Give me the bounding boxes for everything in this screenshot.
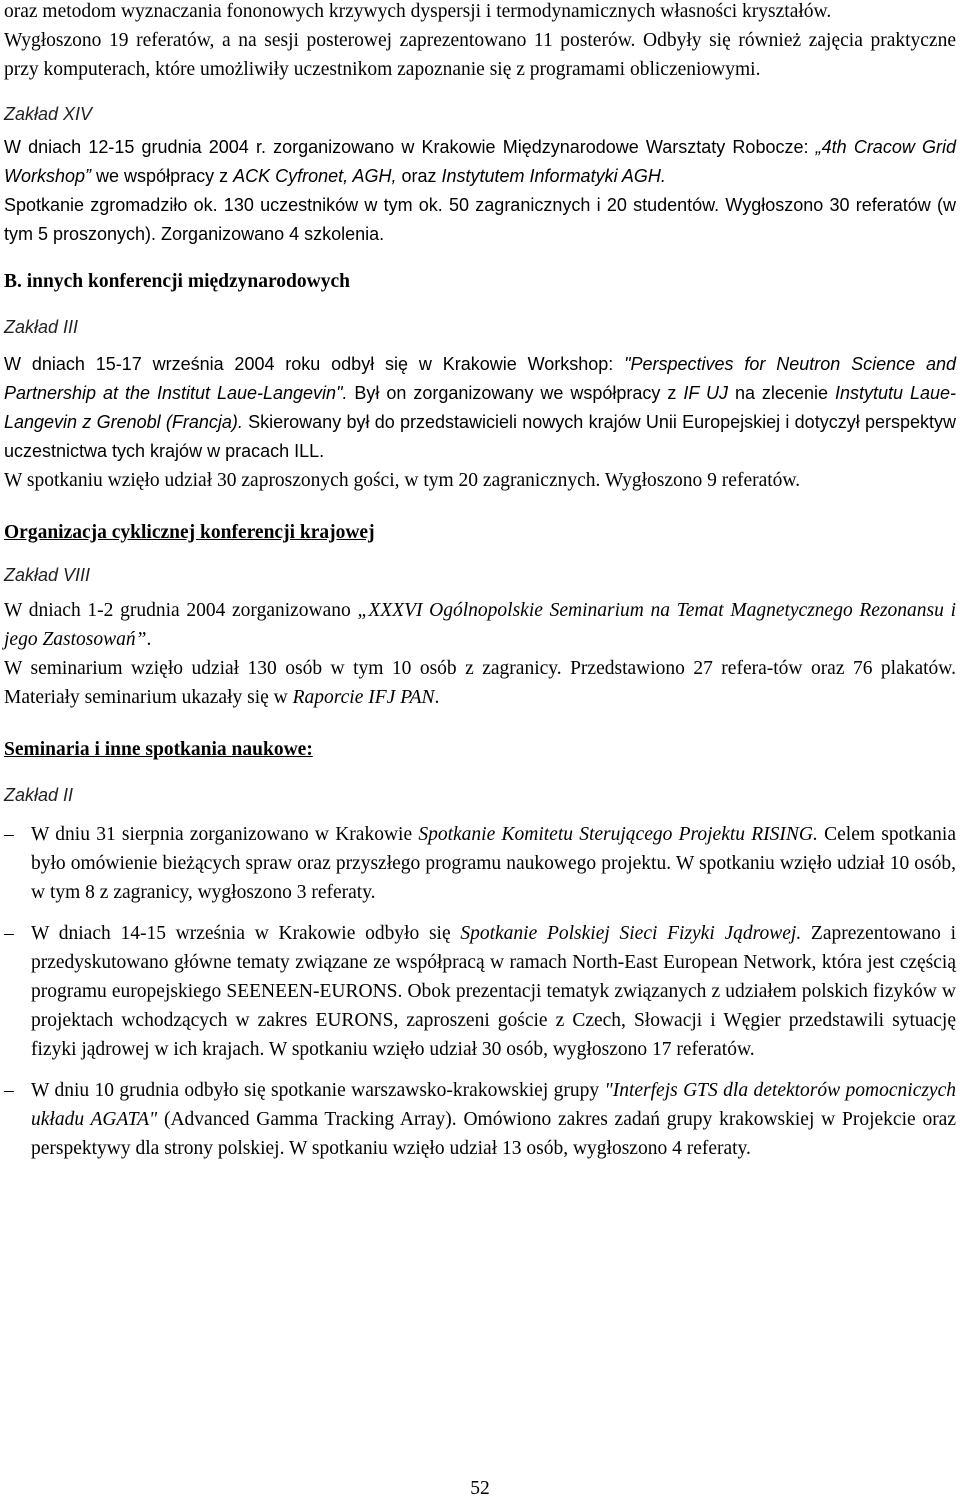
text: Wygłoszono 19 referatów, a na sesji posterowej zaprezentowano 11 posterów. Odbyły się również zajęcia praktyczne przy komputerach, które umożliwiły uczestnikom zapoznanie się z programami obliczeniowymi. bbox=[4, 30, 956, 80]
page-number: 52 bbox=[470, 1478, 490, 1499]
paragraph-zaklad-xiv bbox=[4, 133, 956, 191]
text: W dniach 1-2 grudnia 2004 zorganizowano bbox=[4, 600, 358, 621]
section-heading-b: B. innych konferencji międzynarodowych bbox=[4, 271, 350, 292]
italic-text: Instytutu Laue-Langevin z Grenobl (Francja). bbox=[4, 383, 956, 432]
italic-text: Instytutem Informatyki AGH. bbox=[441, 166, 666, 186]
paragraph-zaklad-viii bbox=[4, 596, 956, 654]
section-label-zaklad-iii: Zakład III bbox=[4, 317, 79, 337]
text: Był on zorganizowany we współpracy z bbox=[347, 383, 684, 403]
italic-text: Spotkanie Komitetu Sterującego Projektu RISING. bbox=[418, 824, 818, 845]
text: W dniu 10 grudnia odbyło się spotkanie warszawsko-krakowskiej grupy bbox=[31, 1080, 605, 1101]
text: . bbox=[146, 629, 152, 650]
dash-bullet: – bbox=[4, 1080, 14, 1101]
text: W dniach 15-17 września 2004 roku odbył się w Krakowie Workshop: bbox=[4, 354, 625, 374]
text: Celem spotkania było omówienie bieżących spraw oraz przyszłego programu naukowego projektu. W spotkaniu wzięło udział 10 osób, w tym 8 z zagranicy, wygłoszono 3 referaty. bbox=[31, 824, 957, 903]
document-page bbox=[4, 0, 956, 1163]
italic-text: "Perspectives for Neutron Science and Partnership at the Institut Laue-Langevin". bbox=[4, 354, 956, 403]
paragraph-zaklad-iii-attendance: W spotkaniu wzięło udział 30 zaproszonych gości, w tym 20 zagranicznych. Wygłoszono 9 referatów. bbox=[4, 470, 801, 491]
paragraph-zaklad-viii-attendance bbox=[4, 654, 956, 712]
text: W dniach 12-15 grudnia 2004 r. zorganizowano w Krakowie Międzynarodowe Warsztaty Robocze: bbox=[4, 137, 816, 157]
section-heading-organizacja: Organizacja cyklicznej konferencji krajowej bbox=[4, 522, 375, 543]
italic-text: IF UJ bbox=[683, 383, 728, 403]
paragraph-zaklad-xiv-stats: Spotkanie zgromadziło ok. 130 uczestników w tym ok. 50 zagranicznych i 20 studentów. Wygłoszono 30 referatów (w tym 5 proszonych). Zorganizowano 4 szkolenia. bbox=[4, 195, 956, 244]
italic-text: Raporcie IFJ PAN bbox=[292, 687, 435, 708]
text: W seminarium wzięło udział 130 osób w tym 10 osób z zagranicy. Przedstawiono 27 refera-tów oraz 76 plakatów. Materiały seminarium ukazały się w bbox=[4, 658, 956, 708]
italic-text: "Interfejs GTS dla detektorów pomocniczych układu AGATA" bbox=[31, 1080, 956, 1130]
text: na zlecenie bbox=[727, 383, 835, 403]
text: W dniach 14-15 września w Krakowie odbyło się bbox=[31, 923, 461, 944]
text: oraz bbox=[396, 166, 442, 186]
text: oraz metodom wyznaczania fononowych krzywych dyspersji i termodynamicznych własności kryształów. bbox=[4, 1, 832, 22]
list-item-rising bbox=[4, 820, 956, 907]
section-label-zaklad-viii: Zakład VIII bbox=[4, 565, 91, 585]
section-label-zaklad-ii: Zakład II bbox=[4, 785, 74, 805]
paragraph-fizyka-jadrowa bbox=[31, 919, 956, 1064]
section-heading-seminaria: Seminaria i inne spotkania naukowe: bbox=[4, 739, 313, 760]
paragraph-rising bbox=[31, 820, 956, 907]
list-item-agata bbox=[4, 1076, 956, 1163]
italic-text: „4th Cracow Grid Workshop” bbox=[4, 137, 956, 186]
text: . bbox=[434, 687, 440, 708]
italic-text: Spotkanie Polskiej Sieci Fizyki Jądrowej. bbox=[460, 923, 802, 944]
text: W dniu 31 sierpnia zorganizowano w Krakowie bbox=[31, 824, 419, 845]
dash-bullet: – bbox=[4, 824, 14, 845]
text: Zaprezentowano i przedyskutowano główne tematy związane ze współpracą w ramach North-East European Network, która jest częścią programu europejskiego SEENEEN-EURONS. Obok prezentacji tematyk związanych z udziałem polskich fizyków w projektach wchodzących w zakres EURONS, zaproszeni goście z Czech, Słowacji i Węgier przedstawili sytuację fizyki jądrowej w ich krajach. W spotkaniu wzięło udział 30 osób, wygłoszono 17 referatów. bbox=[31, 923, 956, 1060]
section-label-zaklad-xiv: Zakład XIV bbox=[4, 104, 93, 124]
text: Skierowany był do przedstawicieli nowych krajów Unii Europejskiej i dotyczył perspektyw uczestnictwa tych krajów w pracach ILL. bbox=[4, 412, 956, 461]
paragraph-zaklad-iii bbox=[4, 350, 956, 466]
list-item-fizyka-jadrowa bbox=[4, 919, 956, 1064]
dash-bullet: – bbox=[4, 923, 14, 944]
text: (Advanced Gamma Tracking Array). Omówiono zakres zadań grupy krakowskiej w Projekcie oraz perspektywy dla strony polskiej. W spotkaniu wzięło udział 13 osób, wygłoszono 4 referaty. bbox=[31, 1109, 956, 1159]
italic-text: ACK Cyfronet, AGH, bbox=[233, 166, 397, 186]
italic-text: „XXXVI Ogólnopolskie Seminarium na Temat Magnetycznego Rezonansu i jego Zastosowań” bbox=[4, 600, 956, 650]
paragraph-agata bbox=[31, 1076, 956, 1163]
text: we współpracy z bbox=[91, 166, 234, 186]
paragraph-continuation bbox=[4, 0, 956, 84]
